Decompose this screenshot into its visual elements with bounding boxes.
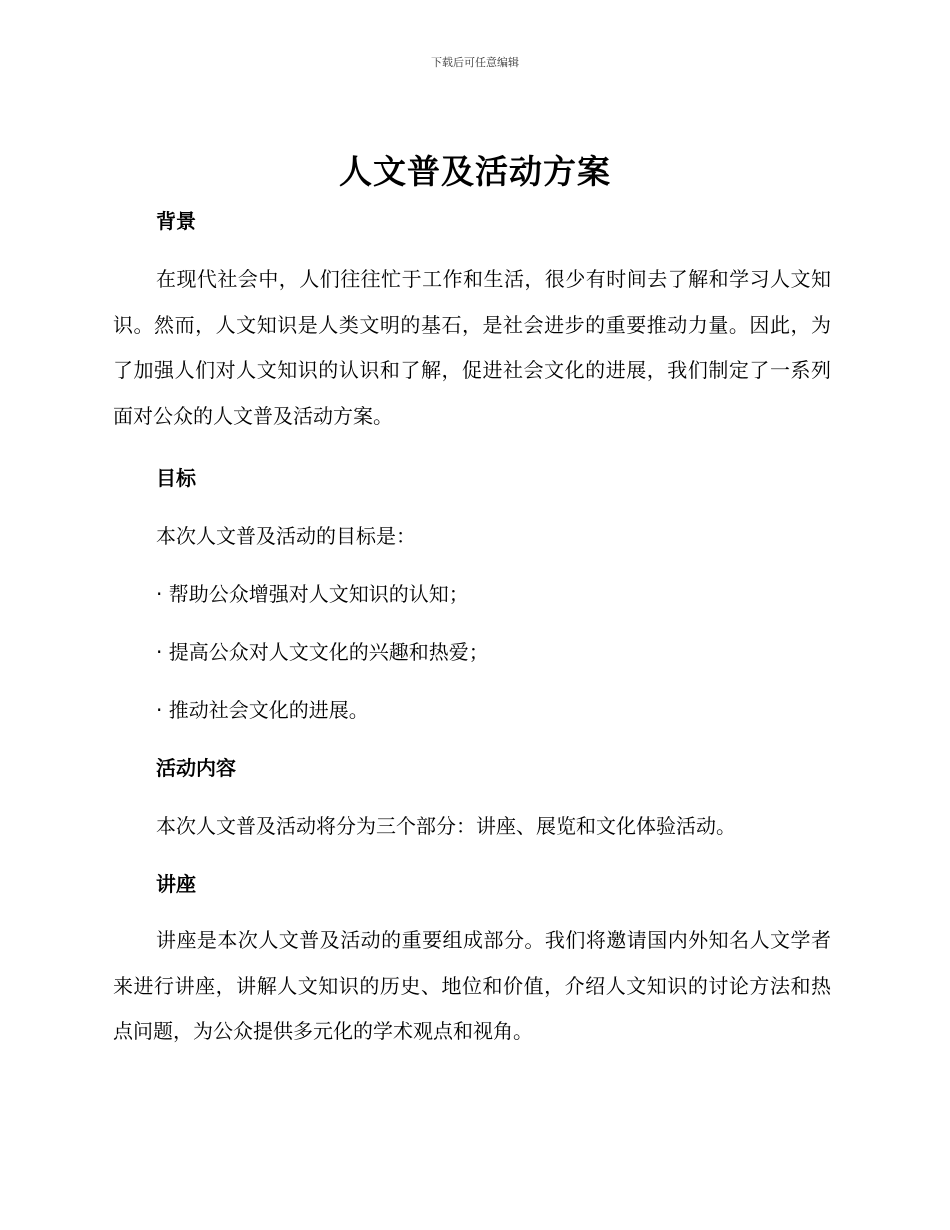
section-heading-goals: 目标 <box>156 466 196 490</box>
document-body <box>113 204 831 1055</box>
goals-bullet-3: · 推动社会文化的进展。 <box>156 698 369 722</box>
goals-intro: 本次人文普及活动的目标是： <box>156 524 416 548</box>
section-heading-content: 活动内容 <box>156 756 236 780</box>
header-note: 下载后可任意编辑 <box>431 56 519 69</box>
content-paragraph: 本次人文普及活动将分为三个部分：讲座、展览和文化体验活动。 <box>156 814 736 838</box>
page-title: 人文普及活动方案 <box>339 152 611 191</box>
lecture-paragraph: 讲座是本次人文普及活动的重要组成部分。我们将邀请国内外知名人文学者来进行讲座，讲解人文知识的历史、地位和价值，介绍人文知识的讨论方法和热点问题，为公众提供多元化的学术观点和视角。 <box>113 928 831 1043</box>
section-heading-lecture: 讲座 <box>156 872 196 896</box>
section-heading-background: 背景 <box>156 209 196 233</box>
goals-bullet-2: · 提高公众对人文文化的兴趣和热爱； <box>156 640 489 664</box>
background-paragraph: 在现代社会中，人们往往忙于工作和生活，很少有时间去了解和学习人文知识。然而，人文知识是人类文明的基石，是社会进步的重要推动力量。因此，为了加强人们对人文知识的认识和了解，促进社会文化的进展，我们制定了一系列面对公众的人文普及活动方案。 <box>113 267 831 428</box>
goals-bullet-1: · 帮助公众增强对人文知识的认知； <box>156 582 469 606</box>
